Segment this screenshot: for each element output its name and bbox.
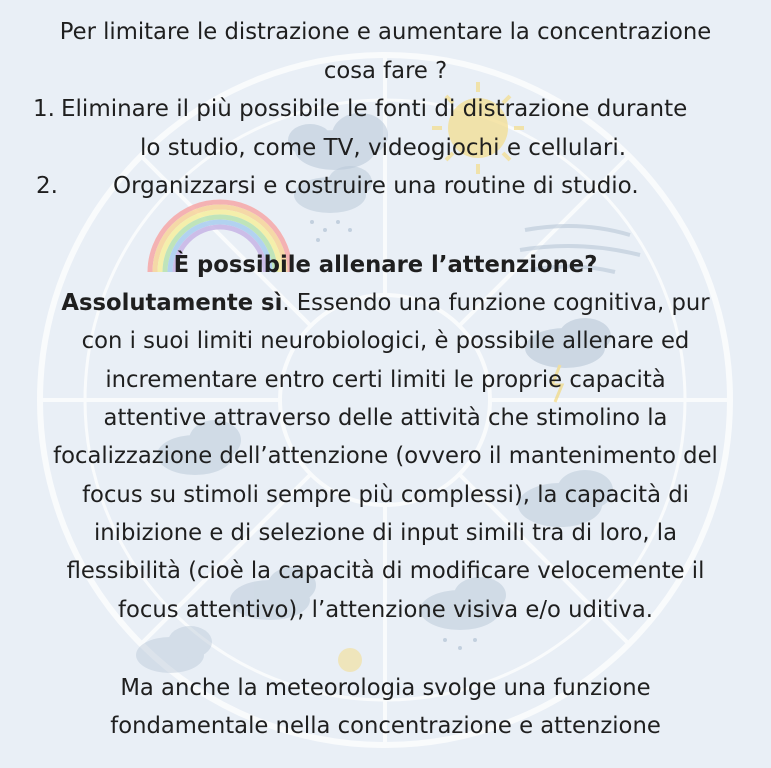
list-number: 1. — [33, 96, 55, 122]
list-item-text: Eliminare il più possibile le fonti di distrazione durante — [61, 96, 688, 122]
paragraph-line: flessibilità (cioè la capacità di modificare velocemente il — [66, 558, 705, 584]
emphasis-text: Assolutamente sì — [61, 290, 283, 316]
intro-line: Per limitare le distrazione e aumentare la concentrazione — [59, 19, 712, 45]
closing-line: Ma anche la meteorologia svolge una funzione — [120, 675, 651, 701]
paragraph-line: incrementare entro certi limiti le proprie capacità — [105, 367, 666, 393]
paragraph-text: . Essendo una funzione cognitiva, pur — [282, 290, 710, 316]
paragraph-line: focus su stimoli sempre più complessi), la capacità di — [82, 482, 689, 508]
section-heading: È possibile allenare l’attenzione? — [173, 252, 598, 278]
list-item-text: Organizzarsi e costruire una routine di studio. — [113, 173, 639, 199]
closing-line: fondamentale nella concentrazione e attenzione — [110, 713, 661, 739]
paragraph-line — [5, 284, 766, 322]
list-item-text: lo studio, come TV, videogiochi e cellulari. — [140, 135, 627, 161]
intro-line: cosa fare ? — [323, 58, 448, 84]
paragraph-line: inibizione e di selezione di input simili tra di loro, la — [93, 520, 678, 546]
paragraph-line: focus attentivo), l’attenzione visiva e/o uditiva. — [117, 597, 654, 623]
paragraph-line: attentive attraverso delle attività che stimolino la — [103, 405, 668, 431]
paragraph-line: focalizzazione dell’attenzione (ovvero il mantenimento del — [53, 443, 718, 469]
paragraph-line: con i suoi limiti neurobiologici, è possibile allenare ed — [81, 328, 690, 354]
list-number: 2. — [36, 173, 58, 199]
cloud-icon — [136, 626, 212, 673]
